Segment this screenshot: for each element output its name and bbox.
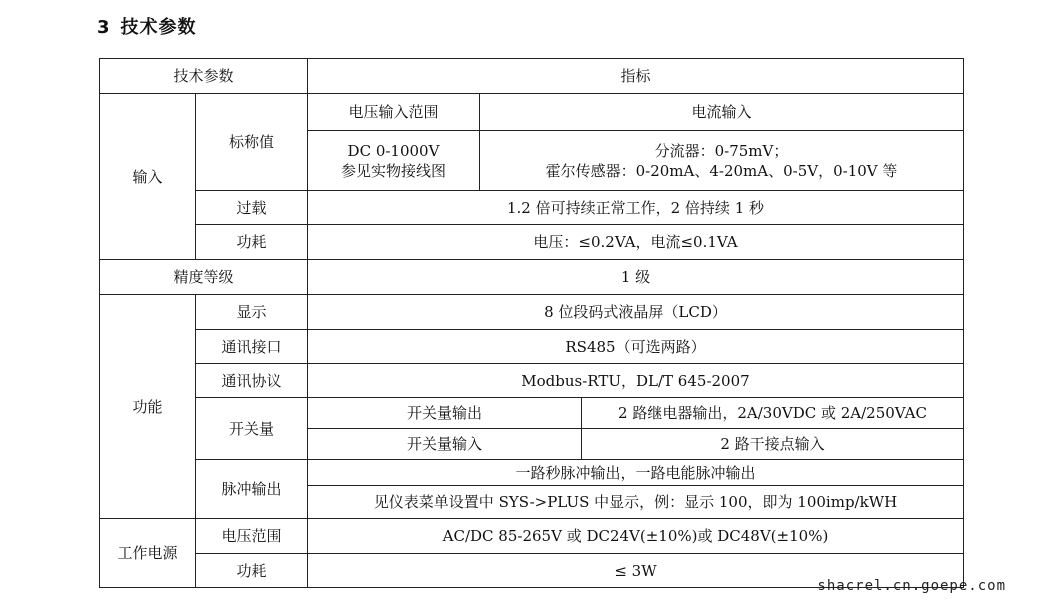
table-row [100, 364, 964, 398]
table-row [100, 59, 964, 94]
current-input-shunt: 分流器：0-75mV； [654, 141, 789, 160]
switch-output-value-cell: 2 路继电器输出，2A/30VDC 或 2A/250VAC [582, 398, 964, 429]
section-number: 3 [97, 17, 111, 38]
voltage-range-line: DC 0-1000V [347, 141, 440, 160]
section-heading [97, 13, 197, 39]
current-input-value-cell [480, 131, 964, 191]
supply-consumption-value-cell: ≤ 3W [308, 554, 964, 588]
header-param-cell: 技术参数 [100, 59, 308, 94]
table-row [100, 398, 964, 429]
comm-port-value-cell: RS485（可选两路） [308, 330, 964, 364]
table-row [100, 460, 964, 486]
current-input-hall: 霍尔传感器：0-20mA、4-20mA、0-5V，0-10V 等 [545, 161, 898, 180]
comm-protocol-value-cell: Modbus-RTU，DL/T 645-2007 [308, 364, 964, 398]
switch-label-cell: 开关量 [196, 398, 308, 460]
comm-port-label-cell: 通讯接口 [196, 330, 308, 364]
overload-label-cell: 过载 [196, 191, 308, 225]
table-row [100, 225, 964, 260]
supply-voltage-label-cell: 电压范围 [196, 519, 308, 554]
pulse-line2-cell: 见仪表菜单设置中 SYS->PLUS 中显示，例：显示 100，即为 100imp/kWH [308, 486, 964, 519]
switch-output-label-cell: 开关量输出 [308, 398, 582, 429]
nominal-label-cell: 标称值 [196, 94, 308, 191]
table-row [100, 191, 964, 225]
pulse-line1-cell: 一路秒脉冲输出，一路电能脉冲输出 [308, 460, 964, 486]
input-power-value-cell: 电压：≤0.2VA，电流≤0.1VA [308, 225, 964, 260]
accuracy-value-cell: 1 级 [308, 260, 964, 295]
power-supply-label-cell: 工作电源 [100, 519, 196, 588]
table-row [100, 94, 964, 131]
function-label-cell: 功能 [100, 295, 196, 519]
overload-value-cell: 1.2 倍可持续正常工作，2 倍持续 1 秒 [308, 191, 964, 225]
spec-table [99, 58, 964, 588]
voltage-range-header-cell: 电压输入范围 [308, 94, 480, 131]
current-input-header-cell: 电流输入 [480, 94, 964, 131]
table-row [100, 260, 964, 295]
supply-consumption-label-cell: 功耗 [196, 554, 308, 588]
pulse-label-cell: 脉冲输出 [196, 460, 308, 519]
voltage-range-note: 参见实物接线图 [340, 161, 446, 180]
voltage-range-value-cell [308, 131, 480, 191]
table-row [100, 330, 964, 364]
supply-voltage-value-cell: AC/DC 85-265V 或 DC24V(±10%)或 DC48V(±10%) [308, 519, 964, 554]
comm-protocol-label-cell: 通讯协议 [196, 364, 308, 398]
accuracy-label-cell: 精度等级 [100, 260, 308, 295]
section-title: 技术参数 [120, 17, 197, 38]
table-row [100, 519, 964, 554]
display-label-cell: 显示 [196, 295, 308, 330]
watermark: shacrel.cn.goepe.com [817, 578, 1006, 594]
table-row [100, 295, 964, 330]
input-label-cell: 输入 [100, 94, 196, 260]
display-value-cell: 8 位段码式液晶屏（LCD） [308, 295, 964, 330]
switch-input-value-cell: 2 路干接点输入 [582, 429, 964, 460]
header-spec-cell: 指标 [308, 59, 964, 94]
input-power-label-cell: 功耗 [196, 225, 308, 260]
switch-input-label-cell: 开关量输入 [308, 429, 582, 460]
